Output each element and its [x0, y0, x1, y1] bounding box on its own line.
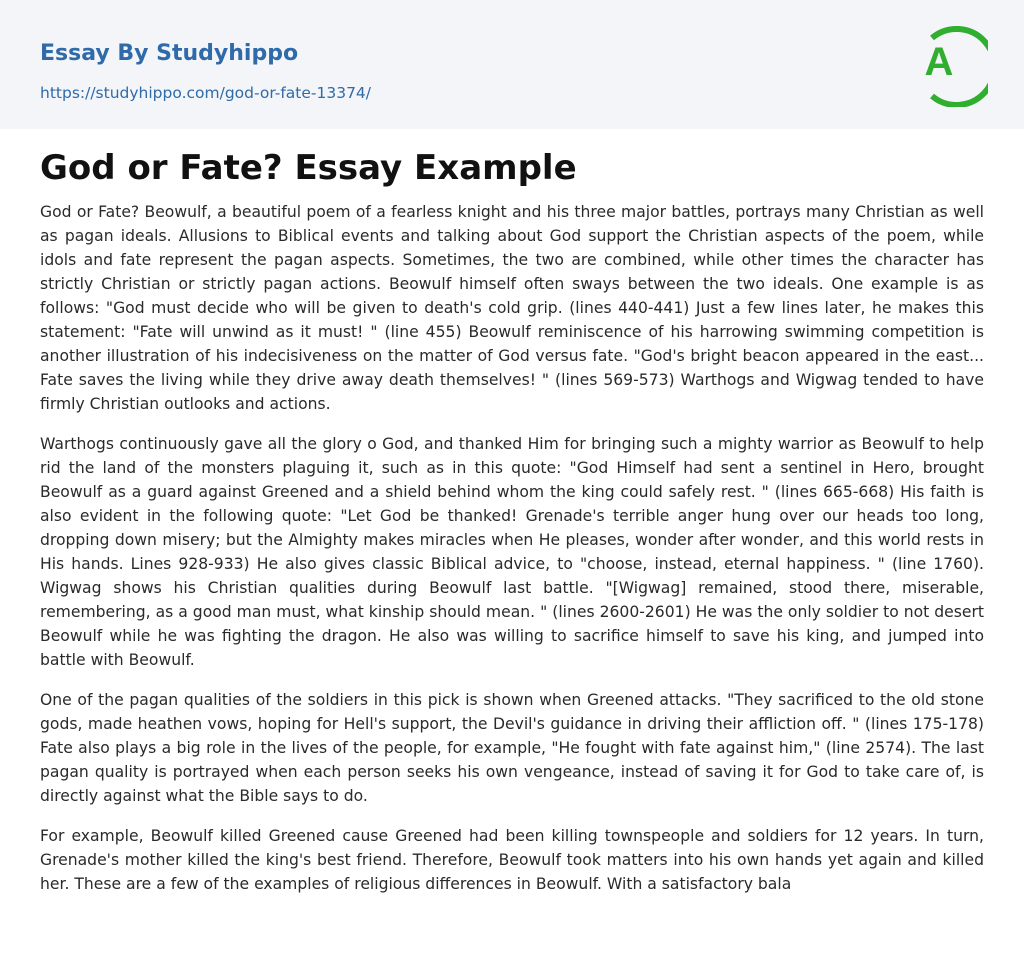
essay-paragraph: God or Fate? Beowulf, a beautiful poem of a fearless knight and his three major battles, portrays many Christian as well as pagan ideals. Allusions to Biblical events and talking about God support the Christian aspects of the poem, while idols and fate represent the pagan aspects. Sometimes, the two are combined, while other times the character has strictly Christian or strictly pagan actions. Beowulf himself often sways between the two ideals. One example is as follows: "God must decide who will be given to death's cold grip. (lines 440-441) Just a few lines later, he makes this statement: "Fate will unwind as it must! " (line 455) Beowulf reminiscence of his harrowing swimming competition is another illustration of his indecisiveness on the matter of God versus fate. "God's bright beacon appeared in the east... Fate saves the living while they drive away death themselves! " (lines 569-573) Warthogs and Wigwag tended to have firmly Christian outlooks and actions.: [40, 203, 984, 413]
site-header: [0, 0, 1024, 129]
studyhippo-logo-icon[interactable]: [910, 17, 988, 107]
essay-paragraph: For example, Beowulf killed Greened cause Greened had been killing townspeople and soldiers for 12 years. In turn, Grenade's mother killed the king's best friend. Therefore, Beowulf took matters into his own hands yet again and killed her. These are a few of the examples of religious differences in Beowulf. With a satisfactory bala: [40, 827, 984, 893]
page-url-link[interactable]: https://studyhippo.com/god-or-fate-13374/: [40, 84, 372, 102]
essay-body: [40, 200, 984, 912]
essay-title: God or Fate? Essay Example: [40, 148, 577, 188]
essay-paragraph: Warthogs continuously gave all the glory o God, and thanked Him for bringing such a mighty warrior as Beowulf to help rid the land of the monsters plaguing it, such as in this quote: "God Himself had sent a sentinel in Hero, brought Beowulf as a guard against Greened and a shield behind whom the king could safely rest. " (lines 665-668) His faith is also evident in the following quote: "Let God be thanked! Grenade's terrible anger hung over our heads too long, dropping down misery; but the Almighty makes miracles when He pleases, wonder after wonder, and this world rests in His hands. Lines 928-933) He also gives classic Biblical advice, to "choose, instead, eternal happiness. " (line 1760). Wigwag shows his Christian qualities during Beowulf last battle. "[Wigwag] remained, stood there, miserable, remembering, as a good man must, what kinship should mean. " (lines 2600-2601) He was the only soldier to not desert Beowulf while he was fighting the dragon. He also was willing to sacrifice himself to save his king, and jumped into battle with Beowulf.: [40, 435, 984, 669]
site-title[interactable]: Essay By Studyhippo: [40, 41, 299, 66]
essay-paragraph: One of the pagan qualities of the soldiers in this pick is shown when Greened attacks. "They sacrificed to the old stone gods, made heathen vows, hoping for Hell's support, the Devil's guidance in driving their affliction off. " (lines 175-178) Fate also plays a big role in the lives of the people, for example, "He fought with fate against him," (line 2574). The last pagan quality is portrayed when each person seeks his own vengeance, instead of saving it for God to take care of, is directly against what the Bible says to do.: [40, 691, 984, 805]
logo-letter: A: [924, 40, 954, 84]
